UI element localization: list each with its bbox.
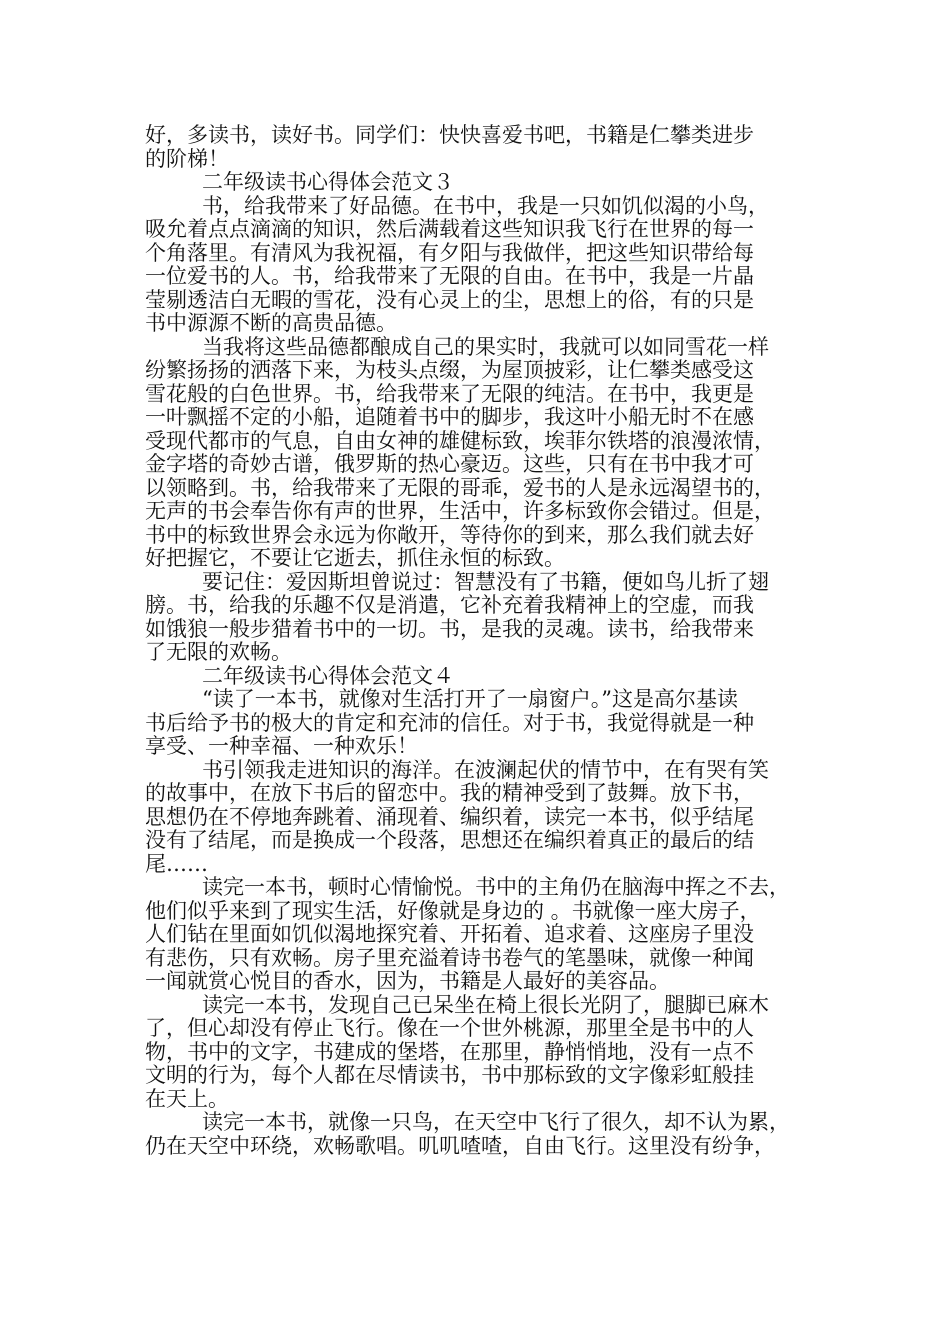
text-line: 了，但心却没有停止飞行。像在一个世外桃源，那里全是书中的人 <box>145 1016 754 1040</box>
text-line: 当我将这些品德都酿成自己的果实时，我就可以如同雪花一样 <box>202 334 769 359</box>
text-line: 膀。书，给我的乐趣不仅是消遣，它补充着我精神上的空虚，而我 <box>145 593 754 617</box>
text-line: 尾…… <box>145 851 208 876</box>
text-line: 纷繁扬扬的洒落下来，为枝头点缀，为屋顶披彩，让仁攀类感受这 <box>145 358 754 382</box>
text-line: 读完一本书，发现自己已呆坐在椅上很长光阴了，腿脚已麻木 <box>202 992 769 1017</box>
text-line: 无声的书会奉告你有声的世界，生活中，许多标致你会错过。但是， <box>145 499 775 523</box>
text-line: 享受、一种幸福、一种欢乐！ <box>145 734 418 758</box>
text-line: 书中的标致世界会永远为你敞开，等待你的到来，那么我们就去好 <box>145 522 754 547</box>
text-line: 书引领我走进知识的海洋。在波澜起伏的情节中，在有哭有笑 <box>202 757 769 782</box>
text-line: 没有了结尾，而是换成一个段落，思想还在编织着真正的最后的结 <box>145 828 754 852</box>
text-line: 以领略到。书，给我带来了无限的哥乖，爱书的人是永远渴望书的， <box>145 475 775 500</box>
text-line: 有悲伤，只有欢畅。房子里充溢着诗书卷气的笔墨味，就像一种闻 <box>145 945 754 970</box>
section-heading: 二年级读书心得体会范文４ <box>202 663 454 688</box>
text-line: 读完一本书，就像一只鸟，在天空中飞行了很久，却不认为累， <box>202 1110 790 1134</box>
section-heading: 二年级读书心得体会范文３ <box>202 170 454 194</box>
text-line: 受现代都市的气息，自由女神的雄健标致，埃菲尔铁塔的浪漫浓情， <box>145 428 775 453</box>
text-line: 好把握它，不要让它逝去，抓住永恒的标致。 <box>145 546 565 570</box>
text-line: 如饿狼一般步猎着书中的一切。书，是我的灵魂。读书，给我带来 <box>145 616 754 641</box>
text-line: 雪花般的白色世界。书，给我带来了无限的纯洁。在书中，我更是 <box>145 381 754 406</box>
text-line: 个角落里。有清风为我祝福，有夕阳与我做伴，把这些知识带给每 <box>145 240 754 265</box>
text-line: 思想仍在不停地奔跳着、涌现着、编织着，读完一本书，似乎结尾 <box>145 804 754 829</box>
text-line: 一位爱书的人。书，给我带来了无限的自由。在书中，我是一片晶 <box>145 264 754 288</box>
text-line: 的故事中，在放下书后的留恋中。我的精神受到了鼓舞。放下书， <box>145 781 754 805</box>
text-line: 他们似乎来到了现实生活，好像就是身边的 。书就像一座大房子， <box>145 898 761 923</box>
text-line: 了无限的欢畅。 <box>145 640 292 664</box>
text-line: 的阶梯！ <box>145 146 229 171</box>
text-line: 书后给予书的极大的肯定和充沛的信任。对于书，我觉得就是一种 <box>145 710 754 735</box>
text-line: 要记住：爱因斯坦曾说过：智慧没有了书籍，便如鸟儿折了翅 <box>202 569 769 594</box>
text-line: 读完一本书，顿时心情愉悦。书中的主角仍在脑海中挥之不去， <box>202 875 790 899</box>
text-line: 文明的行为，每个人都在尽情读书，书中那标致的文字像彩虹般挂 <box>145 1063 754 1087</box>
text-line: 物，书中的文字，书建成的堡塔，在那里，静悄悄地，没有一点不 <box>145 1039 754 1064</box>
text-line: 仍在天空中环绕，欢畅歌唱。叽叽喳喳，自由飞行。这里没有纷争， <box>145 1133 775 1158</box>
text-line: 金字塔的奇妙古谱，俄罗斯的热心豪迈。这些，只有在书中我才可 <box>145 452 754 476</box>
text-line: 书，给我带来了好品德。在书中，我是一只如饥似渴的小鸟， <box>202 193 769 218</box>
text-line: 吸允着点点滴滴的知识，然后满载着这些知识我飞行在世界的每一 <box>145 217 754 241</box>
text-line: 书中源源不断的高贵品德。 <box>145 311 397 335</box>
text-line: 莹剔透洁白无暇的雪花，没有心灵上的尘，思想上的俗，有的只是 <box>145 287 754 312</box>
text-line: 一闻就赏心悦目的香水，因为，书籍是人最好的美容品。 <box>145 969 670 993</box>
text-line: “读了一本书，就像对生活打开了一扇窗户。”这是高尔基读 <box>202 687 738 711</box>
text-line: 好，多读书，读好书。同学们：快快喜爱书吧，书籍是仁攀类进步 <box>145 123 754 147</box>
document-body <box>145 124 810 1158</box>
text-line: 一叶飘摇不定的小船，追随着书中的脚步，我这叶小船无时不在感 <box>145 405 754 429</box>
text-line: 人们钻在里面如饥似渴地探究着、开拓着、追求着、这座房子里没 <box>145 922 754 946</box>
text-line: 在天上。 <box>145 1086 229 1111</box>
